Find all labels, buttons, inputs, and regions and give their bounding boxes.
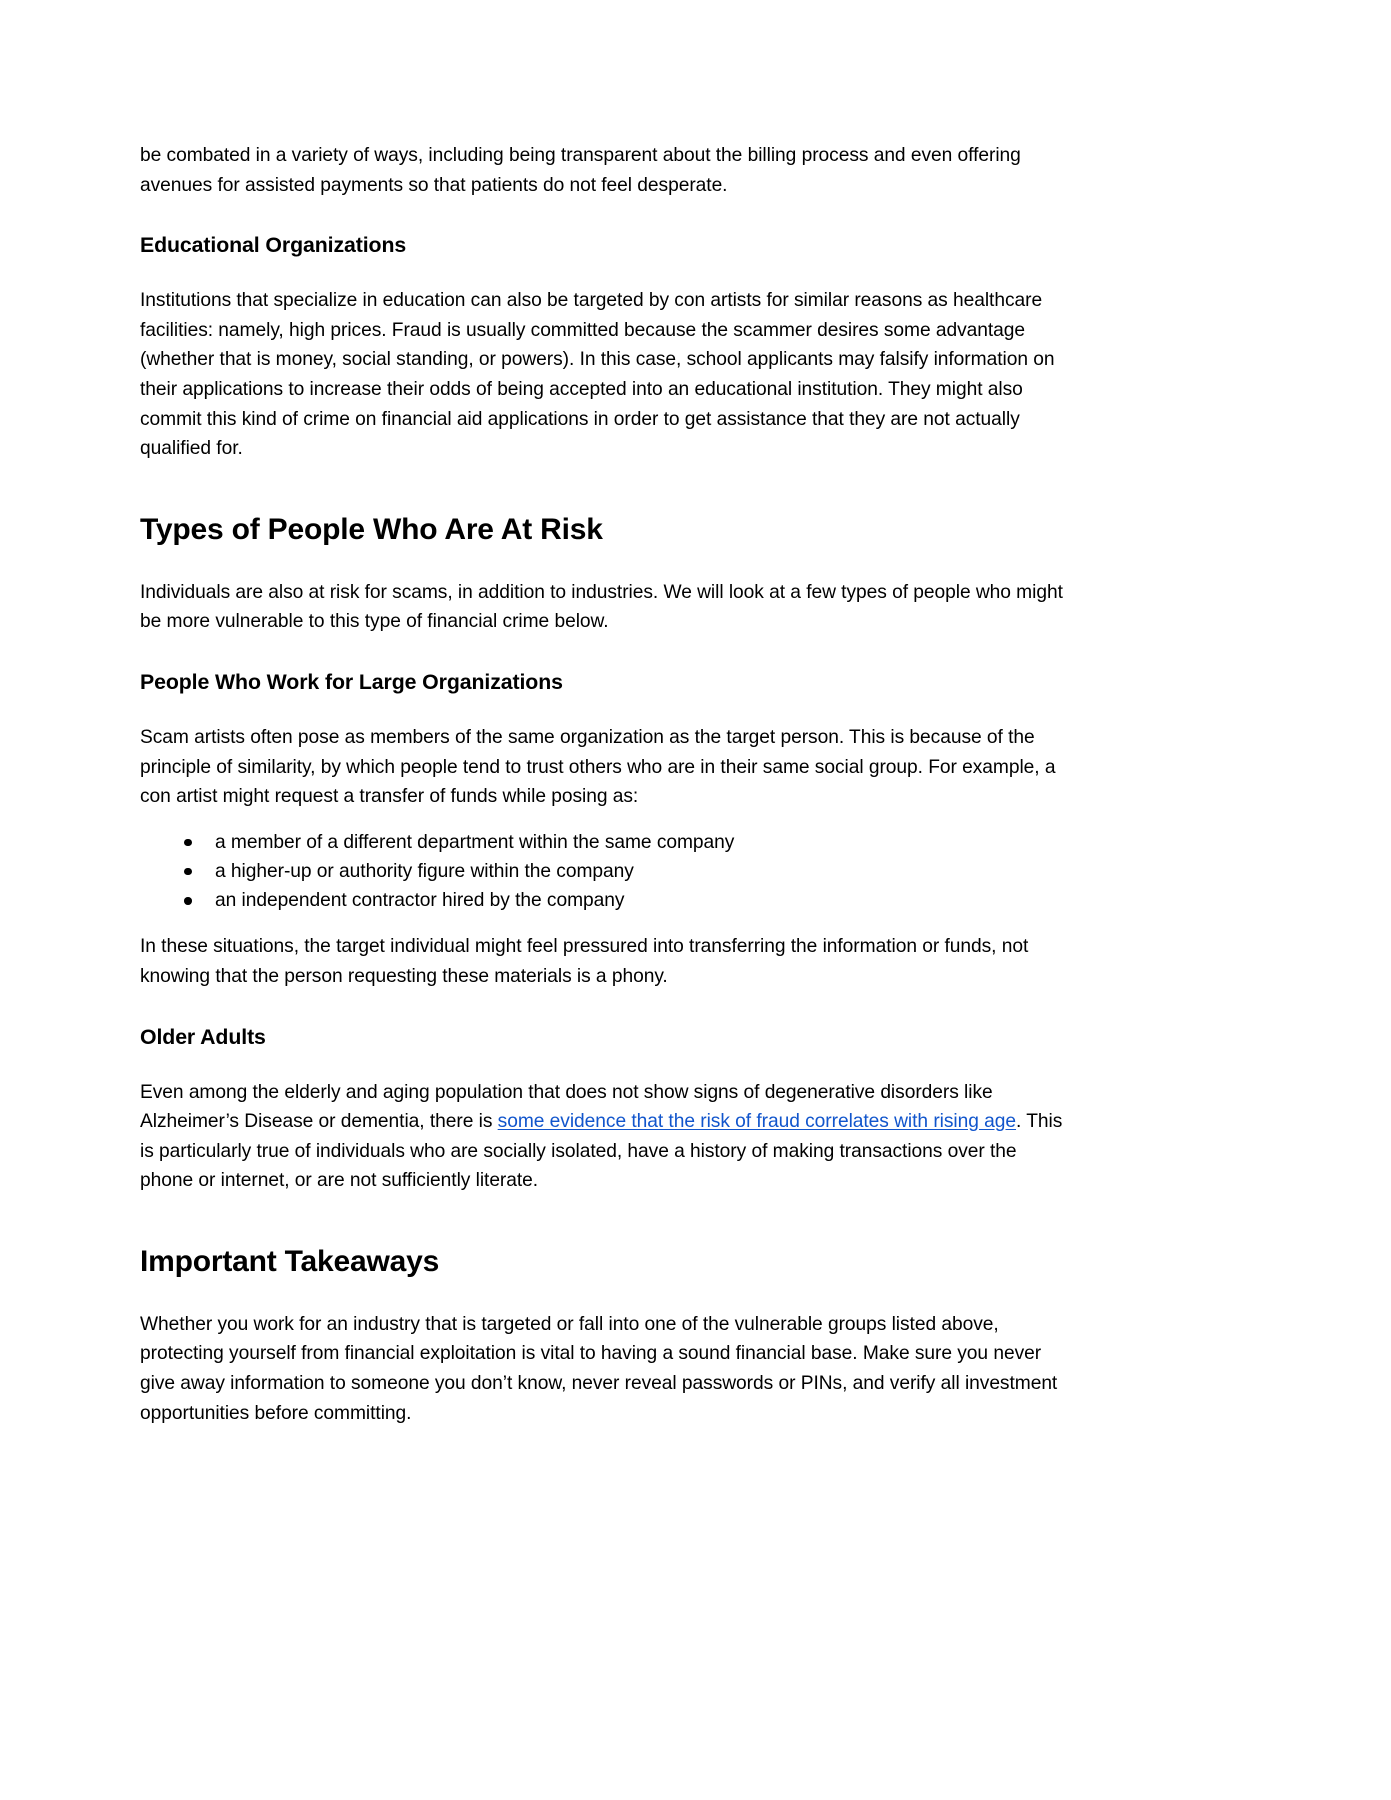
spacer xyxy=(140,812,1068,828)
spacer xyxy=(140,696,1068,723)
list-item xyxy=(140,886,1068,915)
paragraph-intro-continued: be combated in a variety of ways, including being transparent about the billing process and even offering avenues for assisted payments so that patients do not feel desperate. xyxy=(140,145,1021,196)
paragraph-large-org-body: Scam artists often pose as members of the same organization as the target person. This is because of the principle of similarity, by which people tend to trust others who are in their same social group. For example, a con artist might request a transfer of funds while posing as: xyxy=(140,726,1056,808)
spacer xyxy=(140,549,1068,578)
bullet-dot-icon xyxy=(184,868,192,876)
spacer xyxy=(140,200,1068,231)
heading-educational-organizations: Educational Organizations xyxy=(140,233,407,258)
paragraph-educational-body: Institutions that specialize in education can also be targeted by con artists for similar reasons as healthcare facilities: namely, high prices. Fraud is usually committed because the scammer desires some advantage (whether that is money, social standing, or powers). In this case, school applicants may falsify information on their applications to increase their odds of being accepted into an educational institution. They might also commit this kind of crime on financial aid applications in order to get assistance that they are not actually qualified for. xyxy=(140,290,1055,460)
bullet-dot-icon xyxy=(184,839,192,847)
spacer xyxy=(140,1281,1068,1310)
heading-important-takeaways: Important Takeaways xyxy=(140,1244,440,1278)
bullet-dot-icon xyxy=(184,897,192,905)
spacer xyxy=(140,637,1068,668)
spacer xyxy=(140,915,1068,932)
list-item-label: a member of a different department within the same company xyxy=(215,831,735,853)
heading-people-who-work-for-large-organizations: People Who Work for Large Organizations xyxy=(140,669,563,694)
heading-older-adults: Older Adults xyxy=(140,1024,266,1049)
spacer xyxy=(140,1051,1068,1078)
older-adults-text-after-link: . This is particularly true of individuals who are socially isolated, have a history of making transactions over the phone or internet, or are not sufficiently literate. xyxy=(140,1111,1063,1192)
older-adults-text-before-link: Even among the elderly and aging population that does not show signs of degenerative disorders like Alzheimer’s Disease or dementia, there is xyxy=(140,1081,993,1133)
list-item-label: a higher-up or authority figure within the company xyxy=(215,860,634,882)
fraud-risk-age-link[interactable]: some evidence that the risk of fraud correlates with rising age xyxy=(497,1111,1017,1133)
paragraph-takeaways-body: Whether you work for an industry that is targeted or fall into one of the vulnerable groups listed above, protecting yourself from financial exploitation is vital to having a sound financial base. Make sure you never give away information to someone you don’t know, never reveal passwords or PINs, and verify all investment opportunities before committing. xyxy=(140,1313,1058,1424)
paragraph-risk-intro: Individuals are also at risk for scams, in addition to industries. We will look at a few types of people who might be more vulnerable to this type of financial crime below. xyxy=(140,581,1063,633)
heading-types-of-people-at-risk: Types of People Who Are At Risk xyxy=(140,512,603,546)
list-item xyxy=(140,828,1068,857)
spacer xyxy=(140,464,1068,511)
document-body xyxy=(140,141,1068,1428)
bulleted-list xyxy=(140,828,1068,916)
list-item xyxy=(140,857,1068,886)
list-item-label: an independent contractor hired by the company xyxy=(215,890,625,912)
paragraph-older-adults xyxy=(140,1078,1068,1196)
paragraph-after-list: In these situations, the target individual might feel pressured into transferring the information or funds, not knowing that the person requesting these materials is a phony. xyxy=(140,936,1029,987)
spacer xyxy=(140,259,1068,286)
spacer xyxy=(140,1196,1068,1243)
spacer xyxy=(140,992,1068,1023)
